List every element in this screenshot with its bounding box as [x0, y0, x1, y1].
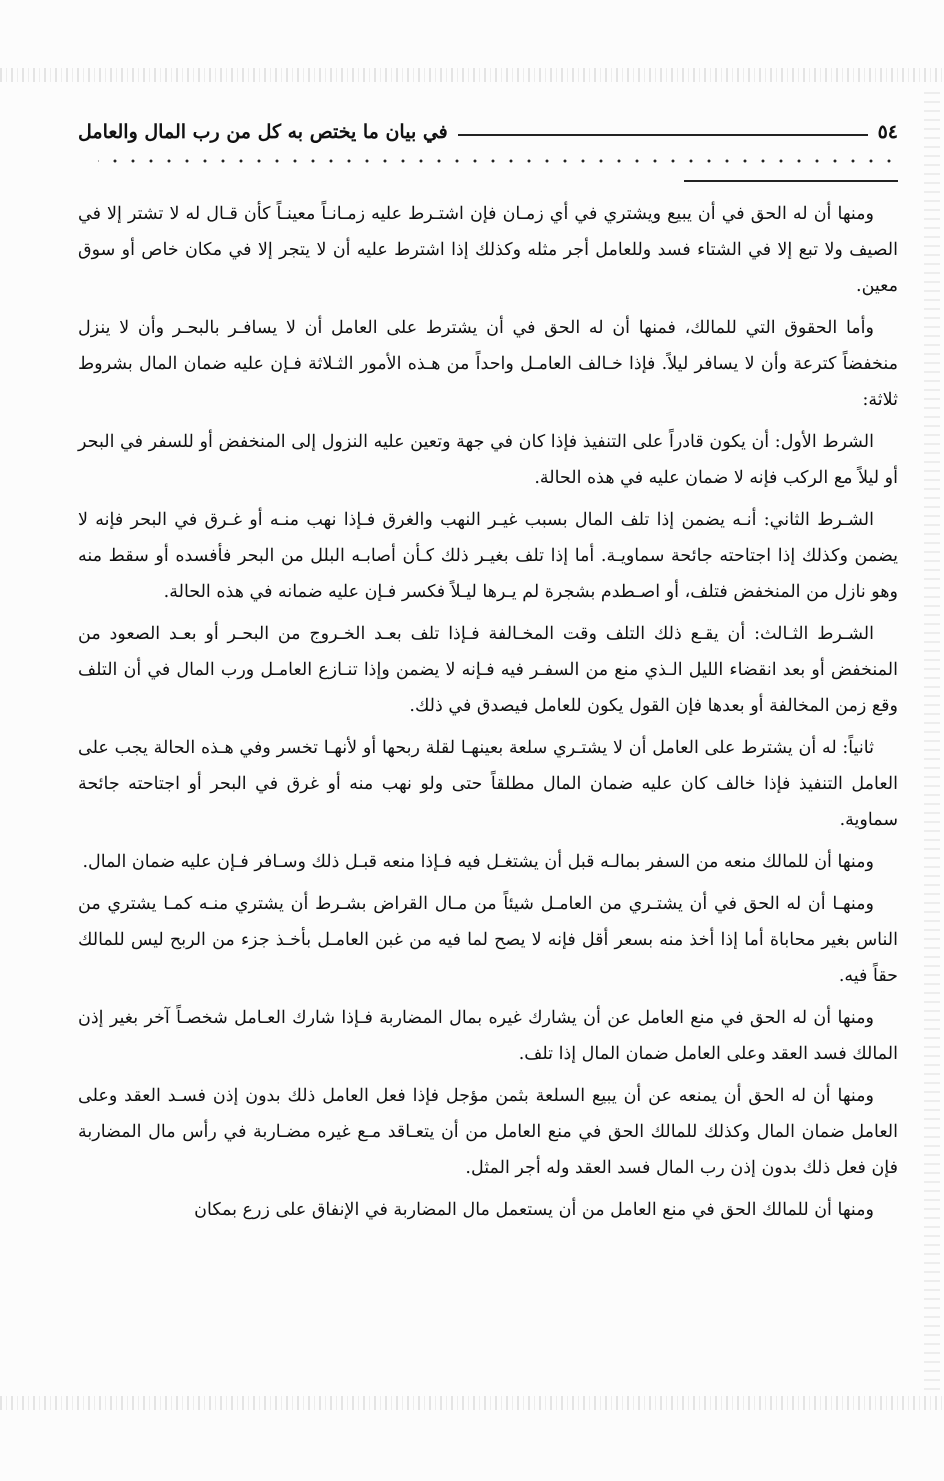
dotted-separator — [98, 156, 898, 166]
paragraph: وأما الحقوق التي للمالك، فمنها أن له الحق في أن يشترط على العامل أن لا يسافـر بالبحـر وأن لا ينزل منخفضاً كترعة وأن لا يسافر ليلاً. فإذا خـالف العامـل واحداً من هـذه الأمور الثـلاثة فـإن عليه ضمان المال بشروط ثلاثة: — [78, 318, 898, 410]
body-text — [78, 196, 898, 1228]
paragraph: ومنها أن له الحق أن يمنعه عن أن يبيع السلعة بثمن مؤجل فإذا فعل العامل ذلك بدون إذن فسـد العقد وعلى العامل ضمان المال وكذلك للمالك الحق في منع العامل من أن يتعـاقد مـع غيره مضـاربة في رأس مال المضاربة فإن فعل ذلك بدون إذن رب المال فسد العقد وله أجر المثل. — [78, 1086, 898, 1178]
chapter-title: في بيان ما يختص به كل من رب المال والعامل — [78, 121, 448, 143]
scan-noise-top — [0, 68, 944, 82]
paragraph: الشرط الأول: أن يكون قادراً على التنفيذ فإذا كان في جهة وتعين عليه النزول إلى المنخفض أو للسفر في البحر أو ليلاً مع الركب فإنه لا ضمان عليه في هذه الحالة. — [78, 432, 898, 488]
paragraph: ومنها أن له الحق في منع العامل عن أن يشارك غيره بمال المضاربة فـإذا شارك العـامل شخصـاً آخر بغير إذن المالك فسد العقد وعلى العامل ضمان المال إذا تلف. — [78, 1008, 898, 1064]
book-page — [78, 112, 898, 1234]
page-number: ٥٤ — [877, 121, 898, 143]
paragraph: ومنها أن للمالك الحق في منع العامل من أن يستعمل مال المضاربة في الإنفاق على زرع بمكان — [194, 1200, 874, 1220]
short-rule — [684, 180, 898, 182]
running-header — [78, 112, 898, 152]
paragraph: ومنها أن للمالك منعه من السفر بمالـه قبل أن يشتغـل فيه فـإذا منعه قبـل ذلك وسـافر فـإن عليه ضمان المال. — [82, 852, 874, 872]
scan-noise-side — [924, 90, 940, 1390]
paragraph: الشـرط الثاني: أنـه يضمن إذا تلف المال بسبب غيـر النهب والغرق فـإذا نهب منـه أو غـرق في البحر فإنه لا يضمن وكذلك إذا اجتاحته جائحة سماويـة. أما إذا تلف بغيـر ذلك كـأن أصابـه البلل من البحر فأفسده أو سقط منه وهو نازل من المنخفض فتلف، أو اصـطدم بشجرة لم يـرها ليـلاً فكسر فـإن عليه ضمانه في هذه الحالة. — [78, 510, 898, 602]
paragraph: ومنها أن له الحق في أن يبيع ويشتري في أي زمـان فإن اشتـرط عليه زمـانـاً معينـاً كأن قـال له لا تشتر إلا في الصيف ولا تبع إلا في الشتاء فسد وللعامل أجر مثله وكذلك إذا اشترط عليه أن لا يتجر إلا في مكان خاص أو سوق معين. — [78, 204, 898, 296]
paragraph: ومنهـا أن له الحق في أن يشتـري من العامـل شيئاً من مـال القراض بشـرط أن يشتري منـه كمـا يشتري من الناس بغير محاباة أما إذا أخذ منه بسعر أقل فإنه لا يصح لما فيه من غبن العامـل بأخـذ جزء من الربح ليس للمالك حقاً فيه. — [78, 894, 898, 986]
header-rule — [458, 134, 868, 136]
paragraph: الشـرط الثـالث: أن يقـع ذلك التلف وقت المخـالفة فـإذا تلف بعـد الخـروج من البحـر أو بعـد الصعود من المنخفض أو بعد انقضاء الليل الـذي منع من السفـر فيه فـإنه لا يضمن وإذا تنـازع العامـل ورب المال في أن التلف وقع زمن المخالفة أو بعدها فإن القول يكون للعامل فيصدق في ذلك. — [78, 624, 898, 716]
paragraph: ثانياً: له أن يشترط على العامل أن لا يشتـري سلعة بعينهـا لقلة ربحها أو لأنهـا تخسر وفي هـذه الحالة يجب على العامل التنفيذ فإذا خالف كان عليه ضمان المال مطلقاً حتى ولو نهب منه أو غرق في البحر أو اجتاحته جائحة سماوية. — [78, 738, 898, 830]
scan-noise-bottom — [0, 1396, 944, 1410]
